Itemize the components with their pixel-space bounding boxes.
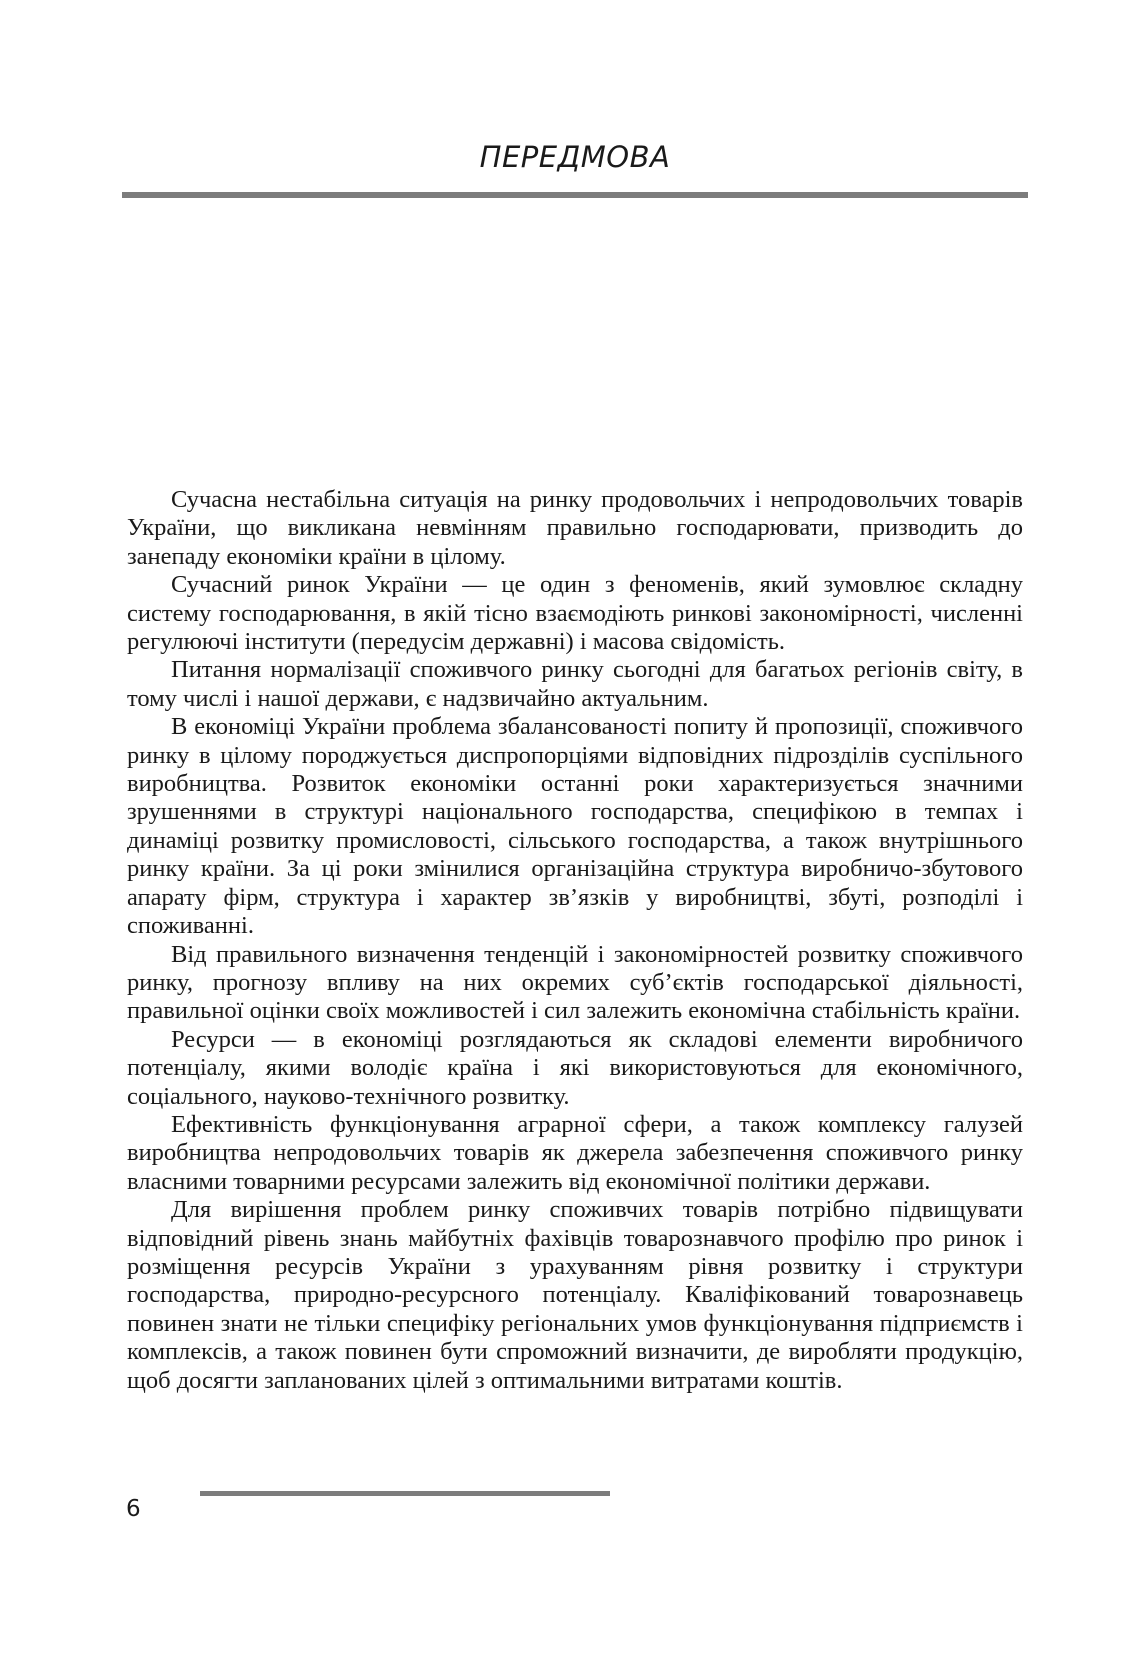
paragraph: Для вирішення проблем ринку споживчих товарів потрібно підвищувати відповідний рівень знань майбутніх фахівців товарознавчого профілю про ринок і розміщення ресурсів України з урахуванням рівня розвитку і структури господарства, природно-ресурсного потенціалу. Кваліфікований товарознавець повинен знати не тільки специфіку регіональних умов функціонування підприємств і комплексів, а також повинен бути спроможний визначити, де виробляти продукцію, щоб досягти запланованих цілей з оптимальними витратами коштів. <box>127 1196 1023 1394</box>
title-divider <box>122 192 1028 198</box>
paragraph: Ефективність функціонування аграрної сфери, а також комплексу галузей виробництва непродовольчих товарів як джерела забезпечення споживчого ринку власними товарними ресурсами залежить від економічної політики держави. <box>127 1110 1023 1195</box>
paragraph: В економіці України проблема збалансованості попиту й пропозиції, споживчого ринку в цілому породжується диспропорціями відповідних підрозділів суспільного виробництва. Розвиток економіки останні роки характеризується значними зрушеннями в структурі національного господарства, специфікою в темпах і динаміці розвитку промисловості, сільського господарства, а також внутрішнього ринку країни. За ці роки змінилися організаційна структура виробничо-збутового апарату фірм, структура і характер зв’язків у виробництві, збуті, розподілі і споживанні. <box>127 713 1023 940</box>
paragraph: Питання нормалізації споживчого ринку сьогодні для багатьох регіонів світу, в тому числі і нашої держави, є надзвичайно актуальним. <box>127 656 1023 712</box>
body-text <box>127 486 1023 1395</box>
paragraph: Сучасний ринок України — це один з феноменів, який зумовлює складну систему господарювання, в якій тісно взаємодіють ринкові закономірності, численні регулюючі інститути (передусім державні) і масова свідомість. <box>127 571 1023 656</box>
footer-divider <box>200 1491 610 1496</box>
page-title: ПЕРЕДМОВА <box>479 140 671 174</box>
page-number: 6 <box>126 1496 141 1522</box>
paragraph: Ресурси — в економіці розглядаються як складові елементи виробничого потенціалу, якими володіє країна і які використовуються для економічного, соціального, науково-технічного розвитку. <box>127 1025 1023 1110</box>
paragraph: Сучасна нестабільна ситуація на ринку продовольчих і непродовольчих товарів України, що викликана невмінням правильно господарювати, призводить до занепаду економіки країни в цілому. <box>127 486 1023 570</box>
paragraph: Від правильного визначення тенденцій і закономірностей розвитку споживчого ринку, прогнозу впливу на них окремих суб’єктів господарської діяльності, правильної оцінки своїх можливостей і сил залежить економічна стабільність країни. <box>127 940 1023 1025</box>
